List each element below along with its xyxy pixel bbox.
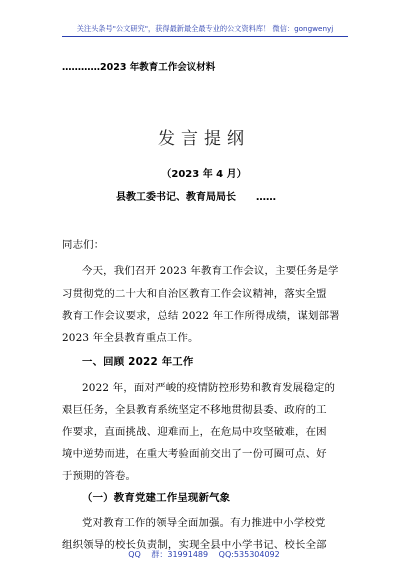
paragraph-line: 党对教育工作的领导全面加强。有力推进中小学校党	[82, 517, 326, 529]
greeting: 同志们：	[62, 239, 105, 251]
subsection-heading: （一）教育党建工作呈现新气象	[82, 492, 231, 504]
paragraph-line: 今天，我们召开 2023 年教育工作会议，主要任务是学	[82, 265, 339, 277]
paragraph-line: 2022 年，面对严峻的疫情防控形势和教育发展稳定的	[82, 382, 336, 394]
footer-qq: QQ:535304092	[218, 550, 280, 559]
date-line: （2023 年 4 月）	[161, 169, 247, 180]
paragraph-line: 2023 年全县教育重点工作。	[62, 332, 199, 344]
footer-contact	[0, 549, 408, 560]
paragraph-line: 习贯彻党的二十大和自治区教育工作会议精神，落实全盟	[62, 288, 327, 300]
paragraph-line: 境中逆势而进，在重大考验面前交出了一份可圈可点、好	[62, 448, 327, 460]
document-label: …………2023 年教育工作会议材料	[62, 62, 216, 73]
paragraph-line: 艰巨任务，全县教育系统坚定不移地贯彻县委、政府的工	[62, 404, 327, 416]
speaker-line: 县教工委书记、教育局局长 ……	[116, 192, 276, 203]
page-title: 发言提纲	[158, 129, 250, 149]
paragraph-line: 作要求，直面挑战、迎难而上，在危局中攻坚破难，在困	[62, 426, 327, 438]
top-banner: 关注头条号"公文研究"，获得最新最全最专业的公文资料库！ 微信：gongwenyj	[62, 22, 348, 37]
paragraph-line: 组织领导的校长负责制，实现全县中小学书记、校长全部	[62, 539, 327, 551]
section-heading: 一、回顾 2022 年工作	[82, 356, 194, 368]
paragraph-line: 教育工作会议要求，总结 2022 年工作所得成绩，谋划部署	[62, 310, 340, 322]
paragraph-line: 于预期的答卷。	[62, 470, 137, 482]
footer-qq-group: QQ 群：31991489	[128, 550, 209, 559]
